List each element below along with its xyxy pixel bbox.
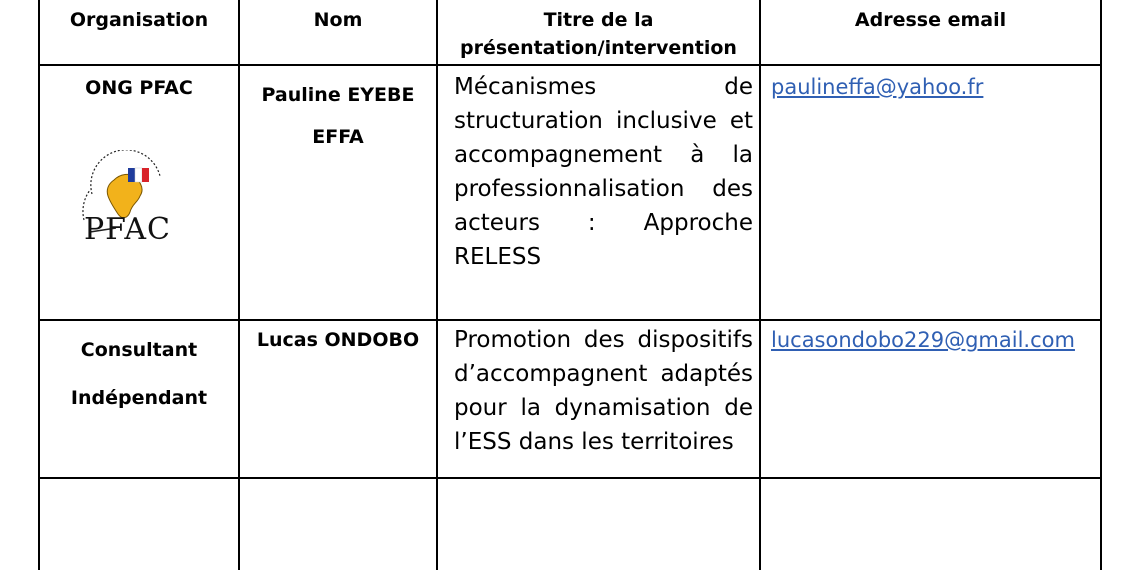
header-titre	[438, 6, 759, 62]
row2-titre-line: pour la dynamisation de	[454, 395, 753, 421]
row1-nom	[240, 74, 436, 158]
row1-titre-line: accompagnement à la	[454, 142, 753, 168]
row1-nom-line2: EFFA	[312, 126, 364, 148]
row2-titre-line: l’ESS dans les territoires	[454, 429, 734, 455]
row1-organisation-line: ONG PFAC	[85, 77, 193, 99]
row2-email-link[interactable]: lucasondobo229@gmail.com	[771, 328, 1075, 352]
pfac-logo-text: PFAC	[84, 212, 172, 247]
row2-titre	[438, 323, 759, 459]
header-email: Adresse email	[854, 9, 1007, 31]
row1-email-link[interactable]: paulineffa@yahoo.fr	[771, 75, 984, 99]
row2-titre-line: d’accompagnent adaptés	[454, 361, 753, 387]
row1-titre-line: acteurs : Approche	[454, 210, 753, 236]
row1-titre-line: structuration inclusive et	[454, 108, 753, 134]
row2-nom	[240, 326, 436, 354]
row-divider	[38, 477, 1102, 479]
row2-titre-line: Promotion des dispositifs	[454, 327, 753, 353]
row2-organisation-line1: Consultant	[80, 339, 198, 361]
row2-organisation-line2: Indépendant	[70, 387, 208, 409]
header-titre-line1: Titre de la	[543, 9, 654, 31]
header-nom: Nom	[313, 9, 363, 31]
row1-titre-line: professionnalisation des	[454, 176, 753, 202]
header-titre-line2: présentation/intervention	[460, 37, 737, 59]
row2-organisation	[40, 326, 238, 422]
row-divider	[38, 319, 1102, 321]
table-border-right	[1100, 0, 1102, 570]
pfac-logo	[70, 150, 190, 260]
row1-titre-line: RELESS	[454, 244, 542, 270]
row2-nom-line: Lucas ONDOBO	[256, 329, 420, 351]
header-organisation: Organisation	[69, 9, 209, 31]
row1-nom-line1: Pauline EYEBE	[261, 84, 415, 106]
row-divider	[38, 64, 1102, 66]
row1-titre-line: Mécanismes de	[454, 74, 753, 100]
row1-titre	[438, 70, 759, 274]
row1-organisation	[40, 74, 238, 102]
